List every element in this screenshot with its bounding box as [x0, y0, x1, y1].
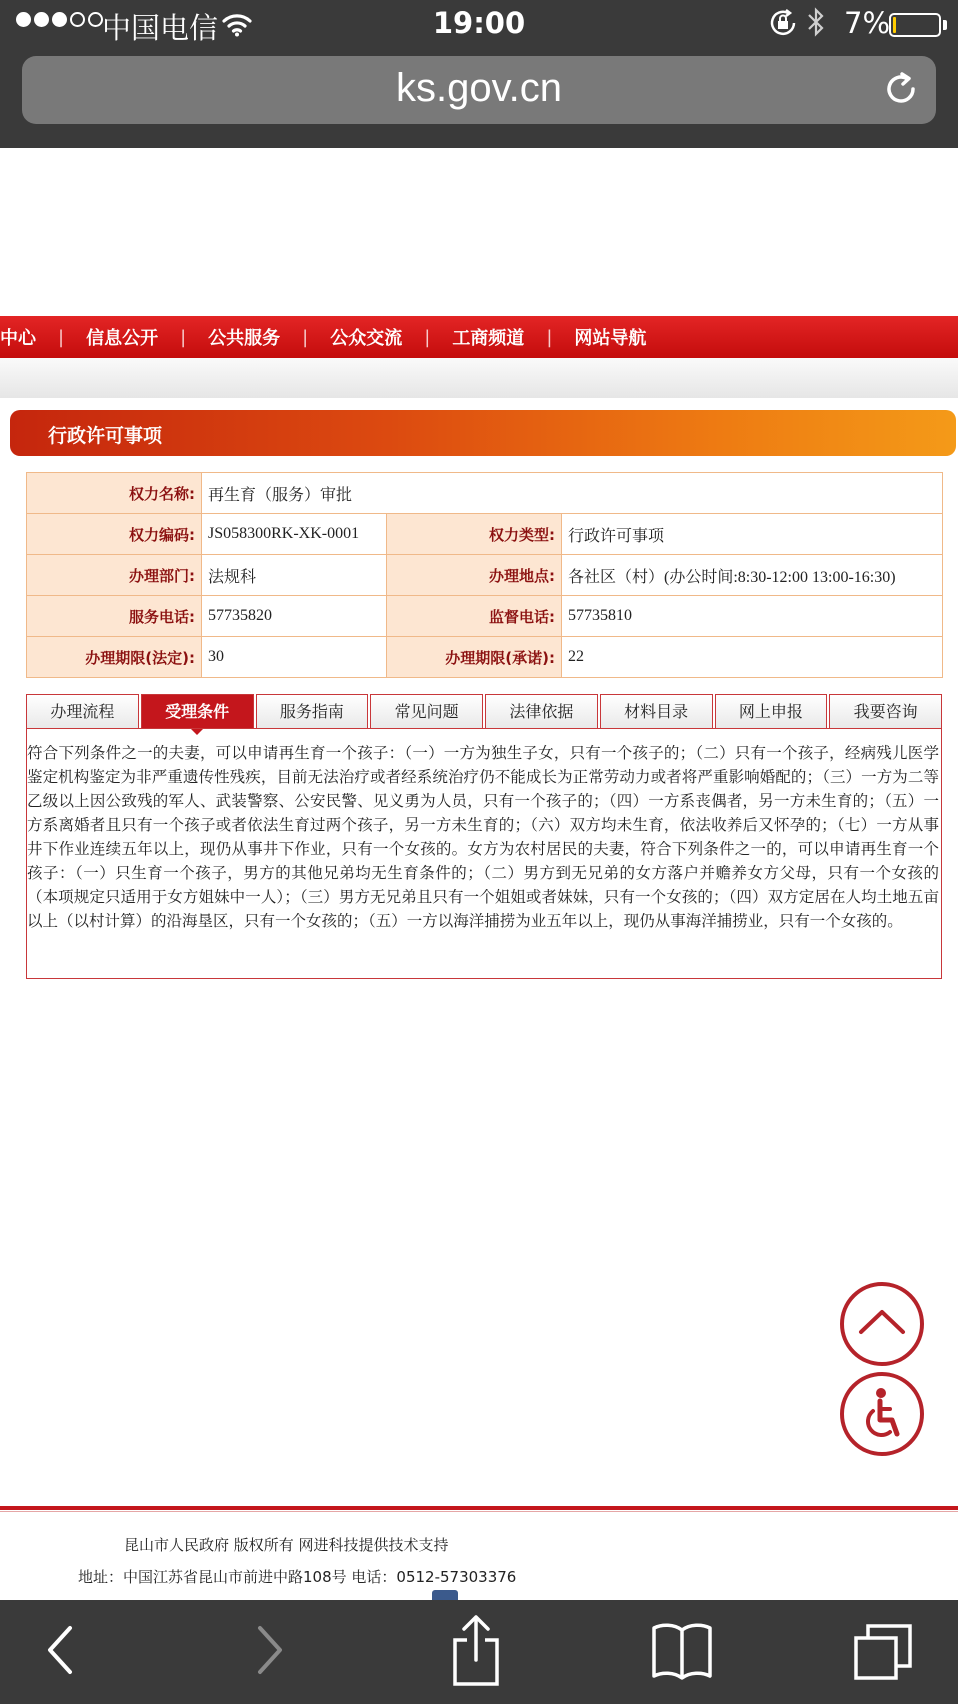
power-code-label: 权力编码:	[27, 514, 202, 555]
back-to-top-button[interactable]	[840, 1282, 924, 1366]
tabs-icon[interactable]	[852, 1620, 916, 1688]
carrier-name: 中国电信	[102, 11, 219, 45]
department-label: 办理部门:	[27, 555, 202, 596]
bluetooth-icon	[806, 6, 826, 45]
tab-bar	[26, 694, 942, 728]
battery-percent: 7%	[844, 6, 891, 40]
nav-item-info-disclosure[interactable]: 信息公开	[86, 328, 159, 349]
table-row	[27, 596, 943, 637]
promised-period-label: 办理期限(承诺):	[387, 637, 562, 678]
footer-copyright: 昆山市人民政府 版权所有 网进科技提供技术支持	[124, 1536, 449, 1554]
tab-consult[interactable]: 我要咨询	[829, 694, 942, 728]
power-type-value: 行政许可事项	[562, 514, 943, 555]
bookmarks-icon[interactable]	[650, 1620, 714, 1684]
nav-separator: |	[180, 326, 187, 348]
footer-divider-thin	[0, 1511, 958, 1512]
web-page	[0, 148, 958, 1600]
battery-tip	[943, 20, 947, 30]
tab-online-application[interactable]: 网上申报	[715, 694, 828, 728]
chevron-up-icon	[844, 1286, 920, 1362]
reload-icon[interactable]	[882, 70, 920, 118]
battery-level	[893, 17, 896, 33]
tab-service-guide[interactable]: 服务指南	[256, 694, 369, 728]
power-code-value: JS058300RK-XK-0001	[202, 514, 387, 555]
nav-item-public-service[interactable]: 公共服务	[208, 328, 281, 349]
nav-item-site-map[interactable]: 网站导航	[574, 328, 647, 349]
section-header	[10, 410, 956, 456]
browser-toolbar	[0, 1600, 958, 1704]
power-name-label: 权力名称:	[27, 473, 202, 514]
department-value: 法规科	[202, 555, 387, 596]
service-phone-value: 57735820	[202, 596, 387, 637]
legal-period-label: 办理期限(法定):	[27, 637, 202, 678]
tab-acceptance-conditions[interactable]: 受理条件	[141, 694, 254, 728]
tab-materials[interactable]: 材料目录	[600, 694, 713, 728]
browser-address-area	[0, 48, 958, 148]
info-table	[26, 472, 943, 678]
power-name-value: 再生育（服务）审批	[202, 473, 943, 514]
service-phone-label: 服务电话:	[27, 596, 202, 637]
nav-separator: |	[302, 326, 309, 348]
tab-legal-basis[interactable]: 法律依据	[485, 694, 598, 728]
accessibility-icon	[844, 1376, 920, 1452]
forward-icon[interactable]	[250, 1620, 290, 1684]
location-label: 办理地点:	[387, 555, 562, 596]
main-nav	[0, 316, 958, 358]
promised-period-value: 22	[562, 637, 943, 678]
address-bar[interactable]	[22, 56, 936, 124]
power-type-label: 权力类型:	[387, 514, 562, 555]
nav-separator: |	[58, 326, 65, 348]
tab-content	[26, 728, 942, 979]
accessibility-button[interactable]	[840, 1372, 924, 1456]
table-row	[27, 555, 943, 596]
tab-process[interactable]: 办理流程	[26, 694, 139, 728]
back-icon[interactable]	[40, 1620, 80, 1684]
url-text[interactable]: ks.gov.cn	[396, 66, 562, 110]
share-icon[interactable]	[450, 1612, 502, 1692]
footer-badge-icon[interactable]	[432, 1590, 458, 1600]
nav-item-public-exchange[interactable]: 公众交流	[330, 328, 403, 349]
nav-subbar	[0, 358, 958, 398]
table-row	[27, 637, 943, 678]
supervision-phone-label: 监督电话:	[387, 596, 562, 637]
orientation-lock-icon	[768, 8, 798, 45]
tab-faq[interactable]: 常见问题	[370, 694, 483, 728]
location-value: 各社区（村）(办公时间:8:30-12:00 13:00-16:30)	[562, 555, 943, 596]
clock: 19:00	[432, 6, 526, 40]
supervision-phone-value: 57735810	[562, 596, 943, 637]
status-bar	[0, 0, 958, 48]
nav-item-center[interactable]: 中心	[0, 328, 36, 349]
nav-item-business[interactable]: 工商频道	[452, 328, 525, 349]
footer-address: 地址：中国江苏省昆山市前进中路108号 电话：0512-57303376	[78, 1568, 517, 1586]
conditions-text: 符合下列条件之一的夫妻，可以申请再生育一个孩子：（一）一方为独生子女，只有一个孩子的；（二）只有一个孩子，经病残儿医学鉴定机构鉴定为非严重遗传性残疾，目前无法治疗或者经系统治疗仍不能成长为正常劳动力或者将严重影响婚配的；（三）一方为二等乙级以上因公致残的军人、武装警察、公安民警、见义勇为人员，只有一个孩子的；（四）一方系丧偶者，另一方未生育的；（五）一方系离婚者且只有一个孩子或者依法生育过两个孩子，另一方未生育的；（六）双方均未生育，依法收养后又怀孕的；（七）一方从事井下作业连续五年以上，现仍从事井下作业，只有一个女孩的。女方为农村居民的夫妻，符合下列条件之一的，可以申请再生育一个孩子：（一）只生育一个孩子，男方的其他兄弟均无生育条件的；（二）男方到无兄弟的女方落户并赡养女方父母，只有一个女孩的（本项规定只适用于女方姐妹中一人）；（三）男方无兄弟且只有一个姐姐或者妹妹，只有一个女孩的；（四）双方定居在人均土地五亩以上（以村计算）的沿海垦区，只有一个女孩的；（五）一方以海洋捕捞为业五年以上，现仍从事海洋捕捞业，只有一个女孩的。	[27, 744, 939, 930]
nav-separator: |	[424, 326, 431, 348]
nav-separator: |	[546, 326, 553, 348]
legal-period-value: 30	[202, 637, 387, 678]
footer-divider	[0, 1506, 958, 1510]
table-row	[27, 473, 943, 514]
table-row	[27, 514, 943, 555]
battery-icon	[889, 13, 941, 37]
section-title: 行政许可事项	[48, 425, 163, 447]
